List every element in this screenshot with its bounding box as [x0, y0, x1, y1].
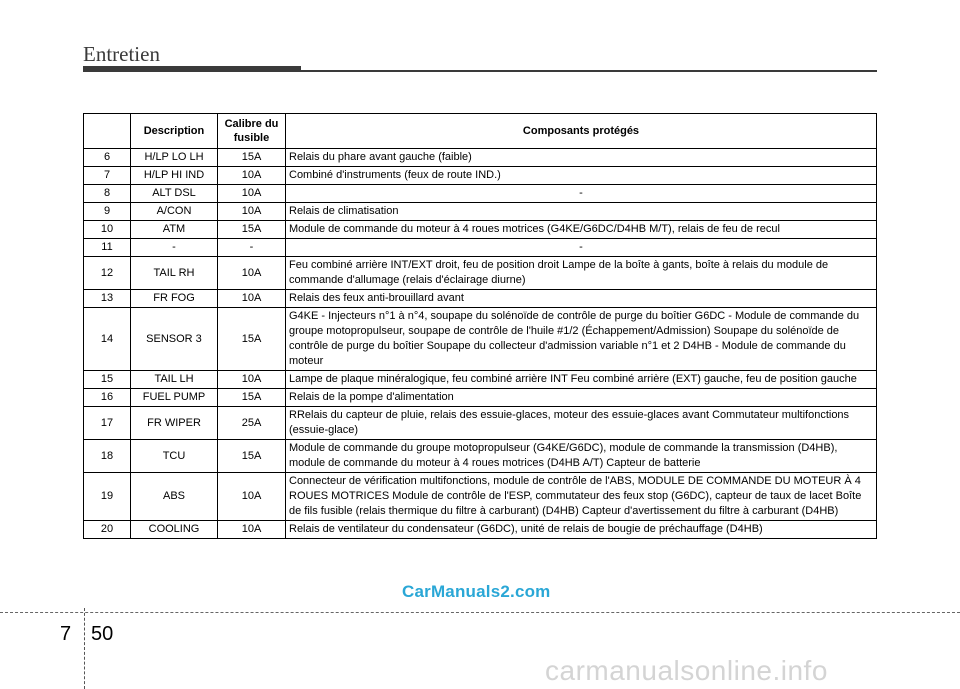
table-row — [84, 290, 877, 308]
cell-description: H/LP HI IND — [131, 167, 218, 185]
chapter-number: 7 — [60, 623, 72, 645]
cell-description: H/LP LO LH — [131, 149, 218, 167]
cell-fuse-rating: 10A — [218, 185, 286, 203]
table-row — [84, 308, 877, 371]
cell-description: TCU — [131, 440, 218, 473]
cell-number: 8 — [84, 185, 131, 203]
page-number: 50 — [91, 623, 114, 645]
table-row — [84, 473, 877, 521]
header-number — [84, 114, 131, 149]
cell-number: 17 — [84, 407, 131, 440]
footer-separator — [84, 608, 85, 689]
table-header-row — [84, 114, 877, 149]
cell-description: FR WIPER — [131, 407, 218, 440]
header-rule-thin — [301, 70, 877, 72]
cell-description: TAIL RH — [131, 257, 218, 290]
header-rule-thick — [83, 66, 301, 72]
cell-description: A/CON — [131, 203, 218, 221]
cell-fuse-rating: 10A — [218, 521, 286, 539]
cell-description: FR FOG — [131, 290, 218, 308]
site-watermark: carmanualsonline.info — [545, 655, 828, 686]
cell-number: 12 — [84, 257, 131, 290]
table-row — [84, 371, 877, 389]
cell-fuse-rating: 15A — [218, 149, 286, 167]
table-body — [84, 149, 877, 539]
cell-description: SENSOR 3 — [131, 308, 218, 371]
cell-fuse-rating: - — [218, 239, 286, 257]
table-row — [84, 149, 877, 167]
cell-fuse-rating: 15A — [218, 389, 286, 407]
cell-fuse-rating: 15A — [218, 221, 286, 239]
cell-number: 19 — [84, 473, 131, 521]
cell-components: RRelais du capteur de pluie, relais des essuie-glaces, moteur des essuie-glaces avant Commutateur multifonctions (essuie-glace) — [286, 407, 877, 440]
table-row — [84, 185, 877, 203]
cell-components: Relais de ventilateur du condensateur (G6DC), unité de relais de bougie de préchauffage (D4HB) — [286, 521, 877, 539]
cell-fuse-rating: 10A — [218, 371, 286, 389]
cell-fuse-rating: 25A — [218, 407, 286, 440]
cell-components: - — [286, 185, 877, 203]
cell-components: Module de commande du groupe motopropulseur (G4KE/G6DC), module de commande la transmission (D4HB), module de commande du moteur à 4 roues motrices (D4HB A/T) Capteur de batterie — [286, 440, 877, 473]
cell-description: - — [131, 239, 218, 257]
cell-components: - — [286, 239, 877, 257]
cell-components: Combiné d'instruments (feux de route IND.) — [286, 167, 877, 185]
header-fuse-rating: Calibre du fusible — [218, 114, 286, 149]
cell-components: Relais des feux anti-brouillard avant — [286, 290, 877, 308]
cell-components: Connecteur de vérification multifonctions, module de contrôle de l'ABS, MODULE DE COMMANDE DU MOTEUR À 4 ROUES MOTRICES Module de contrôle de l'ESP, commutateur des feux stop (G6DC), capteur de taux de lacet Boîte de fils fusible (relais thermique du filtre à carburant) (D4HB) Capteur d'avertissement du filtre à carburant (D4HB) — [286, 473, 877, 521]
cell-components: Relais de climatisation — [286, 203, 877, 221]
table-row — [84, 521, 877, 539]
cell-number: 15 — [84, 371, 131, 389]
cell-number: 20 — [84, 521, 131, 539]
table-row — [84, 407, 877, 440]
cell-number: 9 — [84, 203, 131, 221]
cell-fuse-rating: 10A — [218, 167, 286, 185]
cell-description: ALT DSL — [131, 185, 218, 203]
table-row — [84, 440, 877, 473]
cell-number: 7 — [84, 167, 131, 185]
cell-description: ATM — [131, 221, 218, 239]
cell-description: ABS — [131, 473, 218, 521]
cell-number: 6 — [84, 149, 131, 167]
cell-components: Module de commande du moteur à 4 roues motrices (G4KE/G6DC/D4HB M/T), relais de feu de recul — [286, 221, 877, 239]
cell-components: Relais de la pompe d'alimentation — [286, 389, 877, 407]
cell-description: TAIL LH — [131, 371, 218, 389]
cell-components: Relais du phare avant gauche (faible) — [286, 149, 877, 167]
cell-fuse-rating: 10A — [218, 257, 286, 290]
table-row — [84, 257, 877, 290]
cell-description: FUEL PUMP — [131, 389, 218, 407]
watermark-logo: CarManuals2.com — [402, 582, 551, 601]
table-row — [84, 203, 877, 221]
cell-description: COOLING — [131, 521, 218, 539]
cell-fuse-rating: 15A — [218, 440, 286, 473]
cell-components: Lampe de plaque minéralogique, feu combiné arrière INT Feu combiné arrière (EXT) gauche, feu de position gauche — [286, 371, 877, 389]
table-row — [84, 221, 877, 239]
cell-fuse-rating: 10A — [218, 203, 286, 221]
table-row — [84, 239, 877, 257]
header-components: Composants protégés — [286, 114, 877, 149]
cell-number: 11 — [84, 239, 131, 257]
cell-fuse-rating: 15A — [218, 308, 286, 371]
cell-components: Feu combiné arrière INT/EXT droit, feu de position droit Lampe de la boîte à gants, boîte à relais du module de commande d'allumage (relais d'éclairage diurne) — [286, 257, 877, 290]
cell-fuse-rating: 10A — [218, 473, 286, 521]
header-description: Description — [131, 114, 218, 149]
cell-fuse-rating: 10A — [218, 290, 286, 308]
cell-number: 13 — [84, 290, 131, 308]
cell-number: 14 — [84, 308, 131, 371]
table-row — [84, 167, 877, 185]
cell-number: 16 — [84, 389, 131, 407]
cell-components: G4KE - Injecteurs n°1 à n°4, soupape du solénoïde de contrôle de purge du boîtier G6DC - Module de commande du groupe motopropulseur, soupape de contrôle de l'huile #1/2 (Échappement/Admission) Soupape du solénoïde de contrôle de purge du boîtier Soupape du collecteur d'admission variable n°1 et 2 D4HB - Module de commande du moteur — [286, 308, 877, 371]
cell-number: 10 — [84, 221, 131, 239]
table-row — [84, 389, 877, 407]
cell-number: 18 — [84, 440, 131, 473]
fuse-table — [83, 113, 877, 539]
footer-rule — [0, 612, 960, 613]
page-title: Entretien — [83, 42, 160, 66]
